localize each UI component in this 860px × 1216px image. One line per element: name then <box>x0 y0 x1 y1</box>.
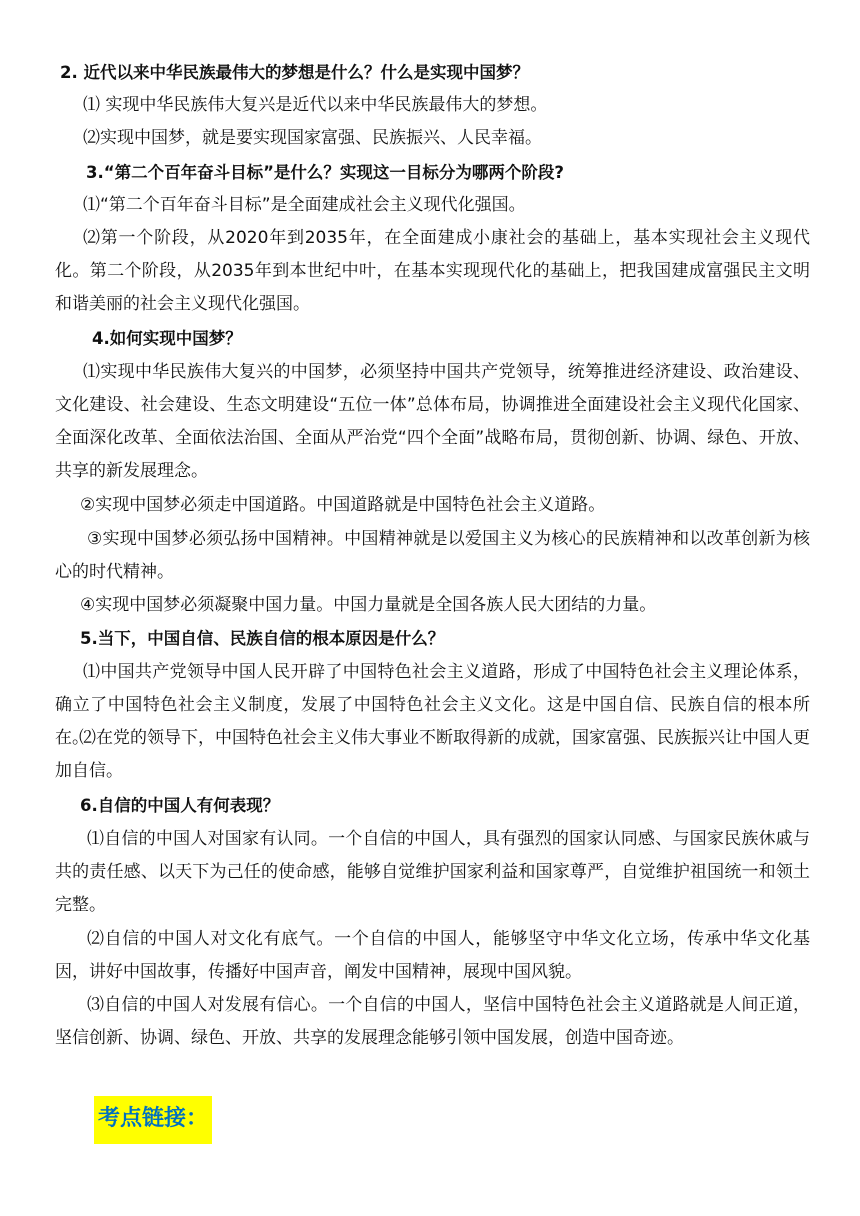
question-5-heading: 5.当下，中国自信、民族自信的根本原因是什么？ <box>80 629 445 648</box>
question-2-heading: 2. 近代以来中华民族最伟大的梦想是什么？什么是实现中国梦？ <box>60 63 529 82</box>
question-4-heading: 4.如何实现中国梦？ <box>92 329 242 348</box>
answer-5-2: ⑵在党的领导下，中国特色社会主义伟大事业不断取得新的成就，国家富强、民族振兴让中国人更加自信。 <box>55 728 810 781</box>
answer-4-1: ⑴实现中华民族伟大复兴的中国梦，必须坚持中国共产党领导，统筹推进经济建设、政治建设、文化建设、社会建设、生态文明建设“五位一体”总体布局，协调推进全面建设社会主义现代化国家、全面深化改革、全面依法治国、全面从严治党“四个全面”战略布局，贯彻创新、协调、绿色、开放、共享的新发展理念。 <box>55 362 810 481</box>
answer-2-1: ⑴ 实现中华民族伟大复兴是近代以来中华民族最伟大的梦想。 <box>83 95 548 115</box>
answer-3-1: ⑴“第二个百年奋斗目标”是全面建成社会主义现代化强国。 <box>83 195 526 215</box>
answer-2-2: ⑵实现中国梦，就是要实现国家富强、民族振兴、人民幸福。 <box>83 128 542 148</box>
answer-3-2: ⑵第一个阶段，从2020年到2035年，在全面建成小康社会的基础上，基本实现社会主义现代化。第二个阶段，从2035年到本世纪中叶，在基本实现现代化的基础上，把我国建成富强民主文明和谐美丽的社会主义现代化强国。 <box>55 228 810 314</box>
answer-4-2: ②实现中国梦必须走中国道路。中国道路就是中国特色社会主义道路。 <box>80 495 606 515</box>
answer-5-1: ⑴中国共产党领导中国人民开辟了中国特色社会主义道路，形成了中国特色社会主义理论体系，确立了中国特色社会主义制度，发展了中国特色社会主义文化。这是中国自信、民族自信的根本所在。 <box>55 662 810 748</box>
question-3-heading: 3.“第二个百年奋斗目标”是什么？实现这一目标分为哪两个阶段? <box>86 163 565 182</box>
section-link-label: 考点链接： <box>98 1106 209 1131</box>
answer-6-2: ⑵自信的中国人对文化有底气。一个自信的中国人，能够坚守中华文化立场，传承中华文化基因，讲好中国故事，传播好中国声音，阐发中国精神，展现中国风貌。 <box>55 929 810 982</box>
answer-4-4: ④实现中国梦必须凝聚中国力量。中国力量就是全国各族人民大团结的力量。 <box>80 595 657 615</box>
answer-4-3: ③实现中国梦必须弘扬中国精神。中国精神就是以爱国主义为核心的民族精神和以改革创新为核心的时代精神。 <box>55 529 810 582</box>
answer-6-3: ⑶自信的中国人对发展有信心。一个自信的中国人，坚信中国特色社会主义道路就是人间正道，坚信创新、协调、绿色、开放、共享的发展理念能够引领中国发展，创造中国奇迹。 <box>55 995 810 1048</box>
answer-6-1: ⑴自信的中国人对国家有认同。一个自信的中国人，具有强烈的国家认同感、与国家民族休戚与共的责任感、以天下为己任的使命感，能够自觉维护国家利益和国家尊严，自觉维护祖国统一和领土完整。 <box>55 829 810 915</box>
question-6-heading: 6.自信的中国人有何表现？ <box>80 796 280 815</box>
